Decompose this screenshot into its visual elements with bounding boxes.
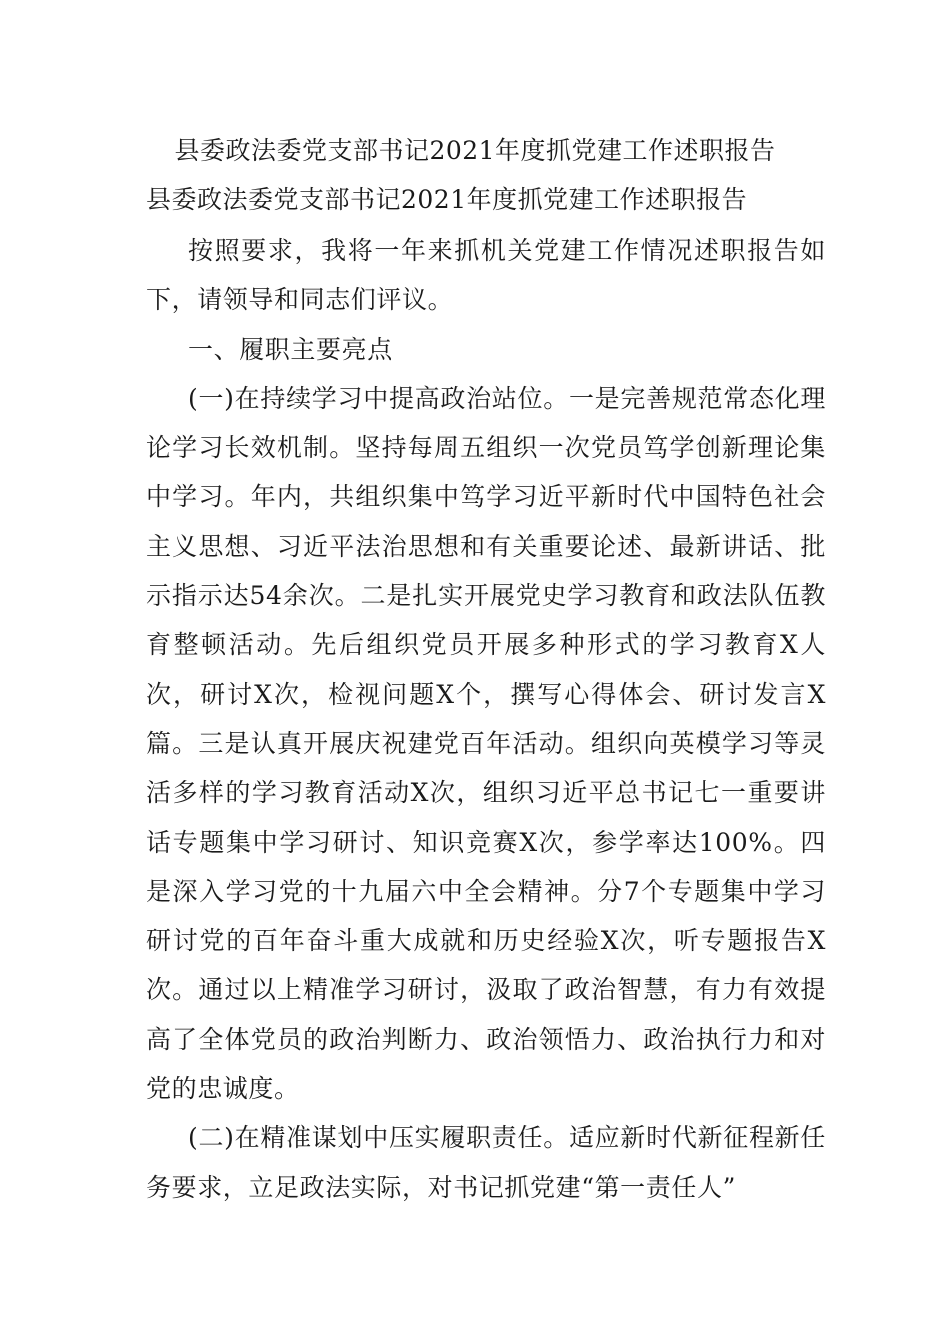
document-title: 县委政法委党支部书记2021年度抓党建工作述职报告	[174, 136, 776, 165]
document-subtitle: 县委政法委党支部书记2021年度抓党建工作述职报告	[146, 185, 748, 214]
paragraph-political-study: (一)在持续学习中提高政治站位。一是完善规范常态化理论学习长效机制。坚持每周五组织一次党员笃学创新理论集中学习。年内，共组织集中笃学习近平新时代中国特色社会主义思想、习近平法治思想和有关重要论述、最新讲话、批示指示达54余次。二是扎实开展党史学习教育和政法队伍教育整顿活动。先后组织党员开展多种形式的学习教育X人次，研讨X次，检视问题X个，撰写心得体会、研讨发言X篇。三是认真开展庆祝建党百年活动。组织向英模学习等灵活多样的学习教育活动X次，组织习近平总书记七一重要讲话专题集中学习研讨、知识竞赛X次，参学率达100%。四是深入学习党的十九届六中全会精神。分7个专题集中学习研讨党的百年奋斗重大成就和历史经验X次，听专题报告X次。通过以上精准学习研讨，汲取了政治智慧，有力有效提高了全体党员的政治判断力、政治领悟力、政治执行力和对党的忠诚度。	[146, 383, 826, 1104]
paragraph-responsibility: (二)在精准谋划中压实履职责任。适应新时代新征程新任务要求，立足政法实际，对书记抓党建“第一责任人”	[146, 1123, 826, 1202]
document-body	[146, 226, 826, 1212]
section-heading-highlights: 一、履职主要亮点	[188, 334, 393, 364]
paragraph-intro: 按照要求，我将一年来抓机关党建工作情况述职报告如下，请领导和同志们评议。	[146, 236, 826, 315]
